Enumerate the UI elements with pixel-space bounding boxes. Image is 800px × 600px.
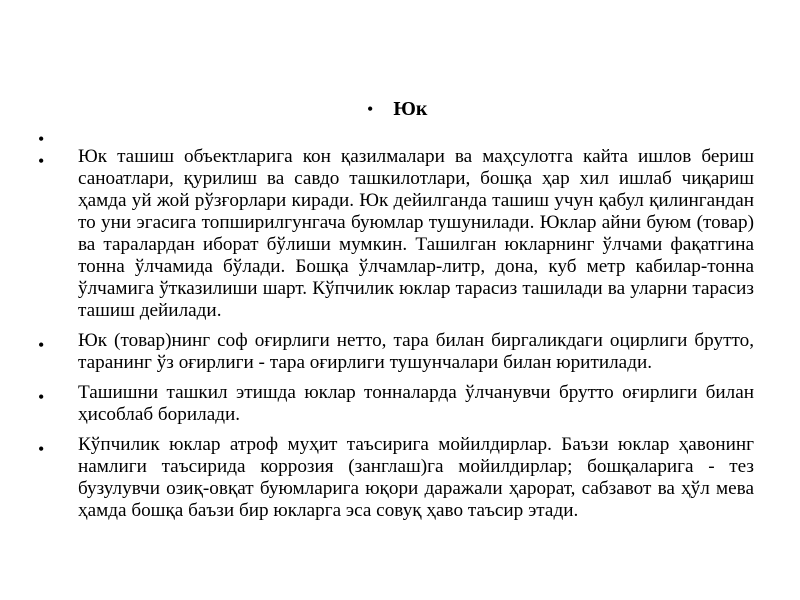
list-item: [40, 434, 754, 522]
bullet-icon: •: [38, 335, 45, 355]
list-item-text: Юк (товар)нинг соф оғирлиги нетто, тара билан биргаликдаги оцирлиги брутто, таранинг ўз оғирлиги - тара оғирлиги тушунчалари билан юритилади.: [78, 330, 754, 373]
title-row: [367, 96, 427, 122]
list-item: [40, 382, 754, 426]
bullet-icon: •: [38, 439, 45, 459]
list-item-text: Юк ташиш объектларига кон қазилмалари ва маҳсулотга кайта ишлов бериш саноатлари, қурилиш ва савдо ташкилотлари, бошқа ҳар хил ишлаб чиқариш ҳамда уй жой рўзғорлари киради. Юк дейилганда ташиш учун қабул қилингандан то уни эгасига топширилгунгача буюмлар тушунилади. Юклар айни буюм (товар) ва таралардан иборат бўлиши мумкин. Ташилган юкларнинг ўлчами фақатгина тонна ўлчамида бўлади. Бошқа ўлчамлар-литр, дона, куб метр кабилар-тонна ўлчамига ўтказилиши шарт. Кўпчилик юклар тарасиз ташилади ва уларни тарасиз ташиш дейилади.: [78, 146, 754, 321]
bullet-icon: •: [38, 387, 45, 407]
list-item-empty: [38, 124, 754, 149]
list-item-text: Кўпчилик юклар атроф муҳит таъсирига мойилдирлар. Баъзи юклар ҳавонинг намлиги таъсирида коррозия (занглаш)га мойилдирлар; бошқаларига - тез бузулувчи озиқ-овқат буюмларига юқори даражали ҳарорат, сабзавот ва ҳўл мева ҳамда бошқа баъзи бир юкларга эса совуқ ҳаво таъсир этади.: [78, 434, 754, 521]
slide-title: Юк: [393, 98, 428, 120]
list-item: [40, 330, 754, 374]
bullet-icon: •: [38, 151, 45, 171]
list-item: [40, 146, 754, 322]
bullet-icon: •: [38, 129, 45, 149]
bullet-list: [40, 124, 754, 530]
bullet-icon: •: [367, 99, 374, 119]
list-item-text: Ташишни ташкил этишда юклар тонналарда ўлчанувчи брутто оғирлиги билан ҳисоблаб борилади.: [78, 382, 754, 425]
